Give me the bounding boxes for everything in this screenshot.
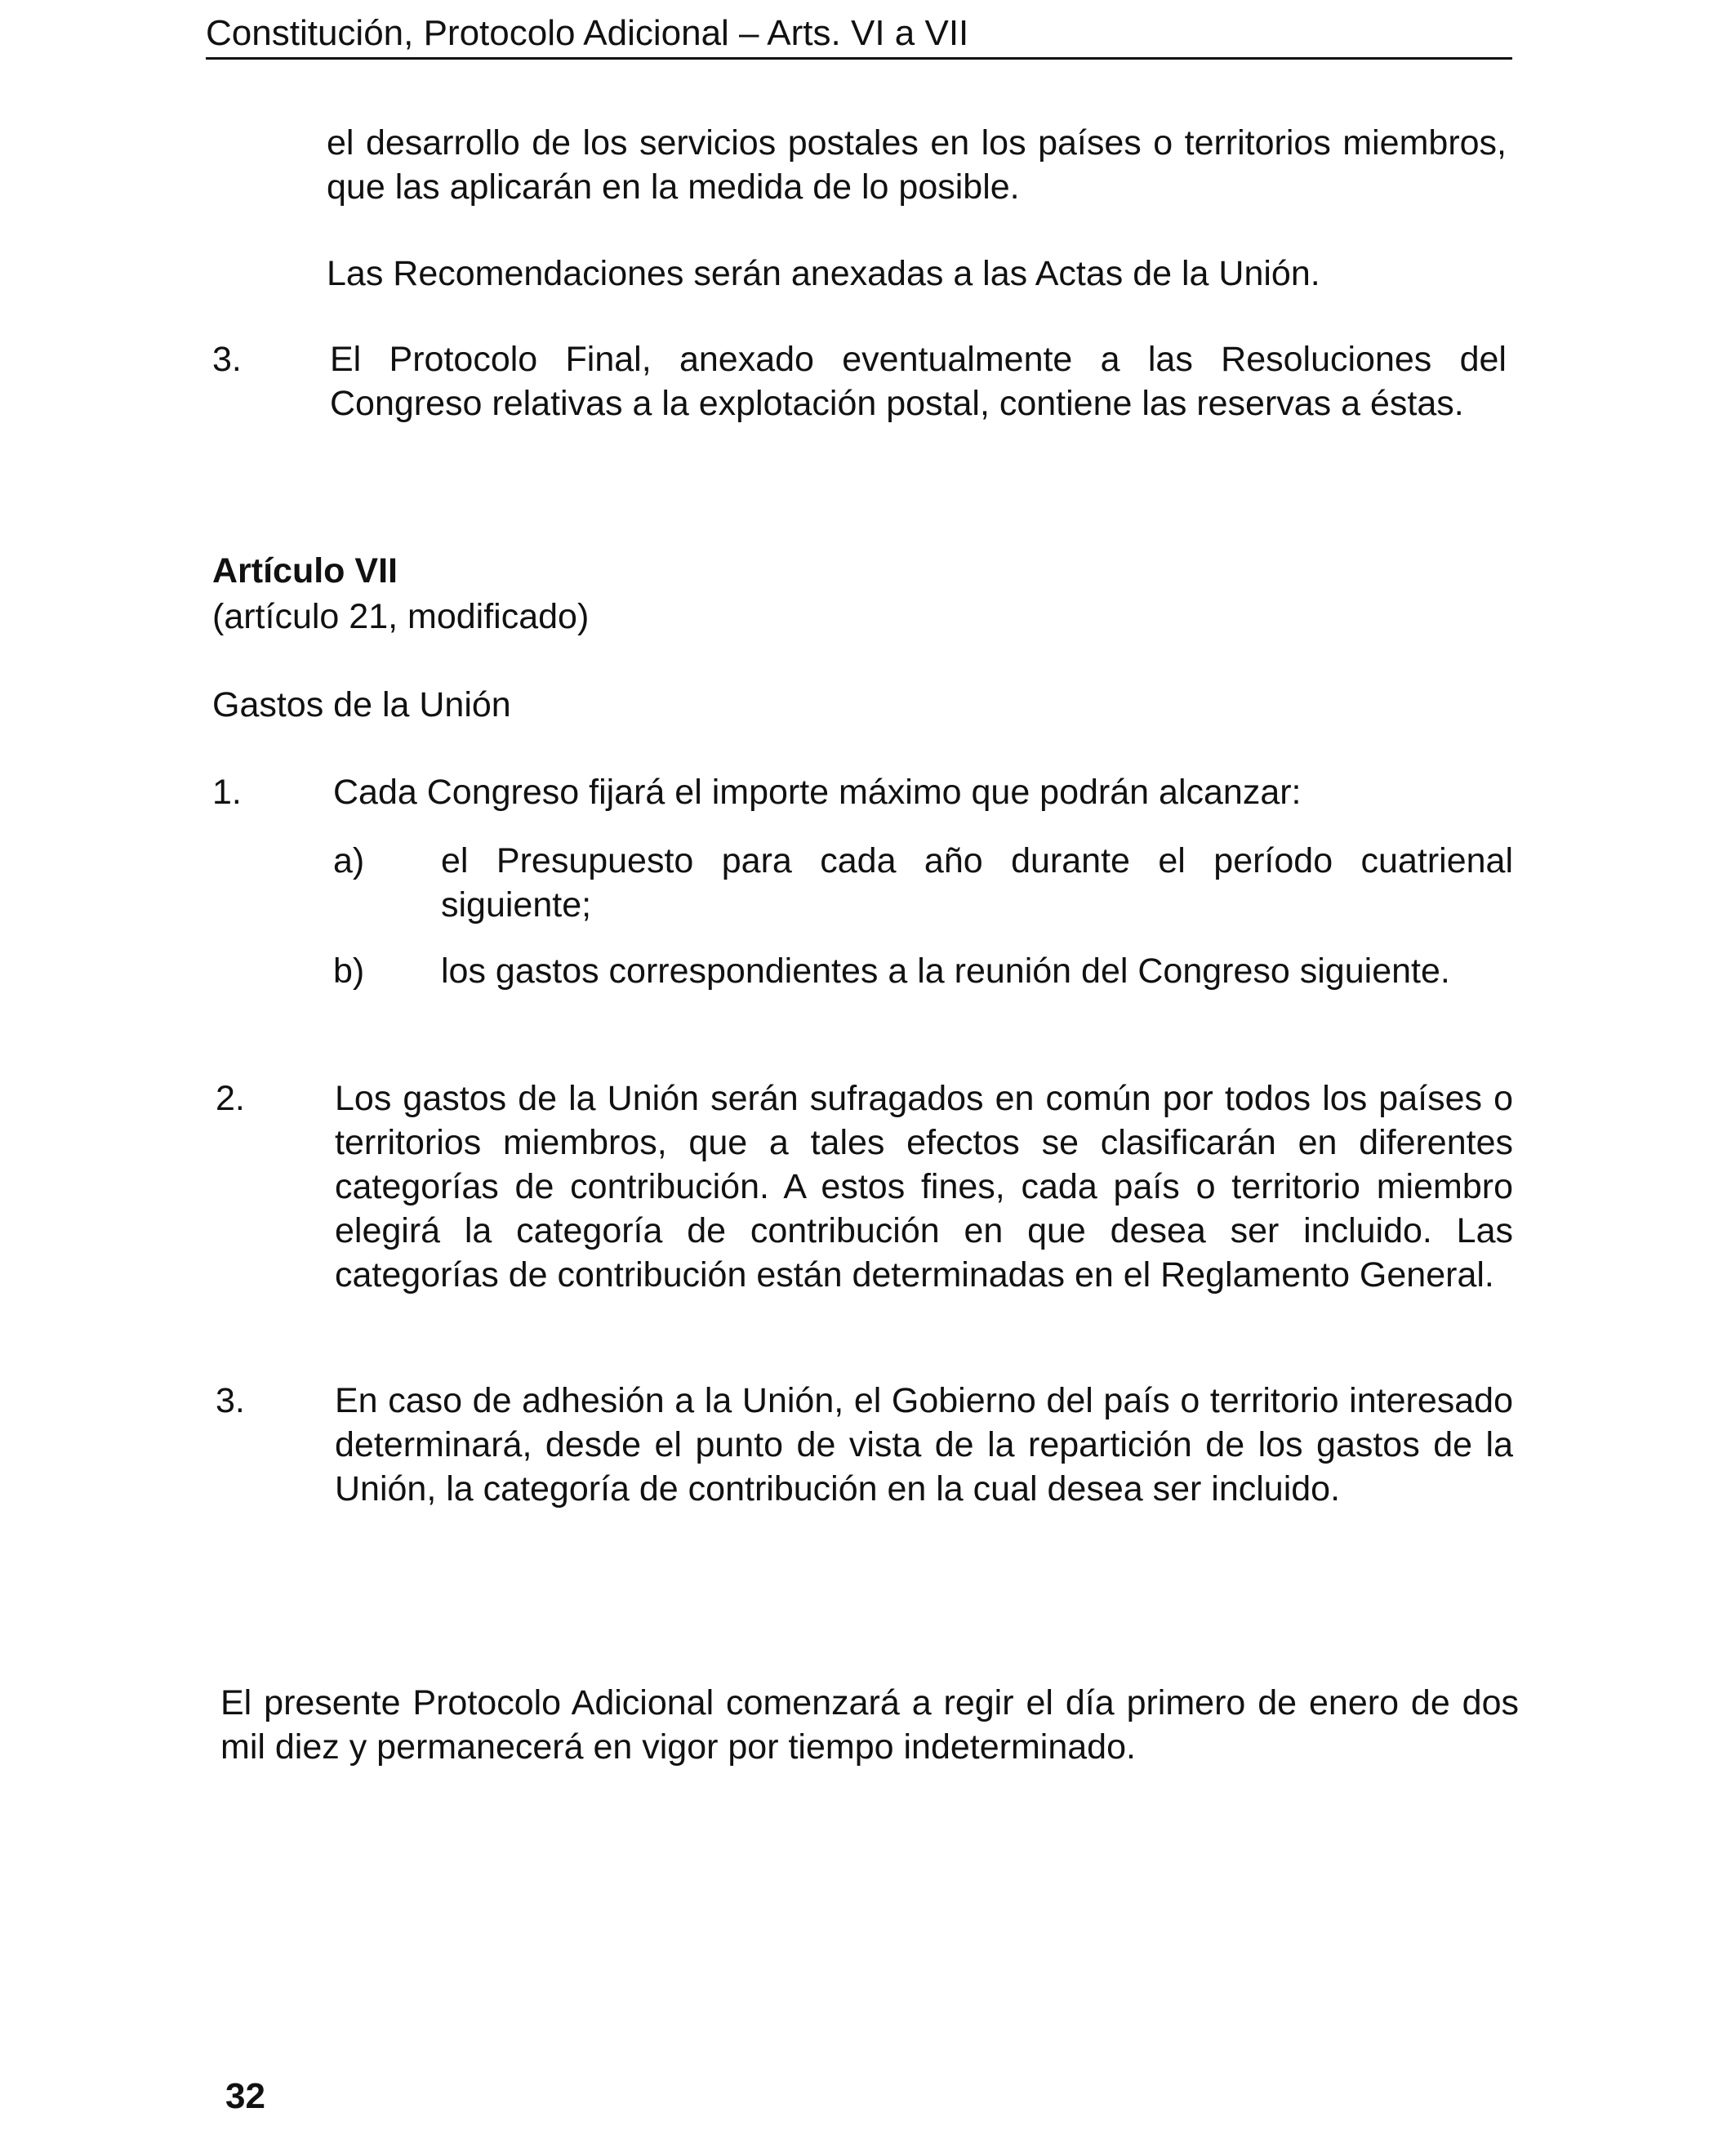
- art7-item-3-text: [335, 1379, 1513, 1511]
- paragraph-text: el desarrollo de los servicios postales en los países o territorios miembros, que las aplicarán en la medida de lo posible.: [327, 123, 1507, 207]
- art7-item-3-number: 3.: [216, 1381, 245, 1420]
- paragraph-text: los gastos correspondientes a la reunión del Congreso siguiente.: [441, 951, 1450, 991]
- page-number: 32: [225, 2076, 265, 2116]
- section-title: Gastos de la Unión: [212, 685, 511, 724]
- art7-item-1-text: [333, 770, 1513, 814]
- art6-item-3-number: 3.: [212, 340, 242, 379]
- art6-item-3-text: [330, 337, 1507, 426]
- paragraph-text: El presente Protocolo Adicional comenzará a regir el día primero de enero de dos mil diez y permanecerá en vigor por tiempo indeterminado.: [220, 1683, 1519, 1767]
- paragraph-text: En caso de adhesión a la Unión, el Gobierno del país o territorio interesado determinará, desde el punto de vista de la repartición de los gastos de la Unión, la categoría de contribución en la cual desea ser incluido.: [335, 1381, 1513, 1509]
- article-title: Artículo VII: [212, 551, 398, 590]
- art7-subitem-b-label: b): [333, 951, 365, 991]
- art7-item-2-text: [335, 1076, 1513, 1297]
- paragraph-text: Las Recomendaciones serán anexadas a las Actas de la Unión.: [327, 254, 1320, 293]
- art7-subitem-a-text: [441, 839, 1513, 927]
- paragraph-text: el Presupuesto para cada año durante el período cuatrienal siguiente;: [441, 841, 1513, 925]
- art7-item-1-number: 1.: [212, 773, 242, 812]
- paragraph-text: Cada Congreso fijará el importe máximo que podrán alcanzar:: [333, 773, 1302, 812]
- art6-paragraph-recommendations: [327, 252, 1507, 296]
- article-subtitle: (artículo 21, modificado): [212, 597, 590, 636]
- paragraph-text: El Protocolo Final, anexado eventualmente a las Resoluciones del Congreso relativas a la explotación postal, contiene las reservas a éstas.: [330, 340, 1507, 423]
- paragraph-text: Los gastos de la Unión serán sufragados en común por todos los países o territorios miembros, que a tales efectos se clasificarán en diferentes categorías de contribución. A estos fines, cada país o territorio miembro elegirá la categoría de contribución en que desea ser incluido. Las categorías de contribución están determinadas en el Reglamento General.: [335, 1079, 1513, 1295]
- closing-paragraph: [220, 1681, 1519, 1769]
- running-header: Constitución, Protocolo Adicional – Arts. VI a VII: [206, 10, 1512, 60]
- art7-subitem-a-label: a): [333, 841, 365, 880]
- art7-subitem-b-text: [441, 949, 1513, 993]
- art6-paragraph-continuation: [327, 121, 1507, 209]
- art7-item-2-number: 2.: [216, 1079, 245, 1118]
